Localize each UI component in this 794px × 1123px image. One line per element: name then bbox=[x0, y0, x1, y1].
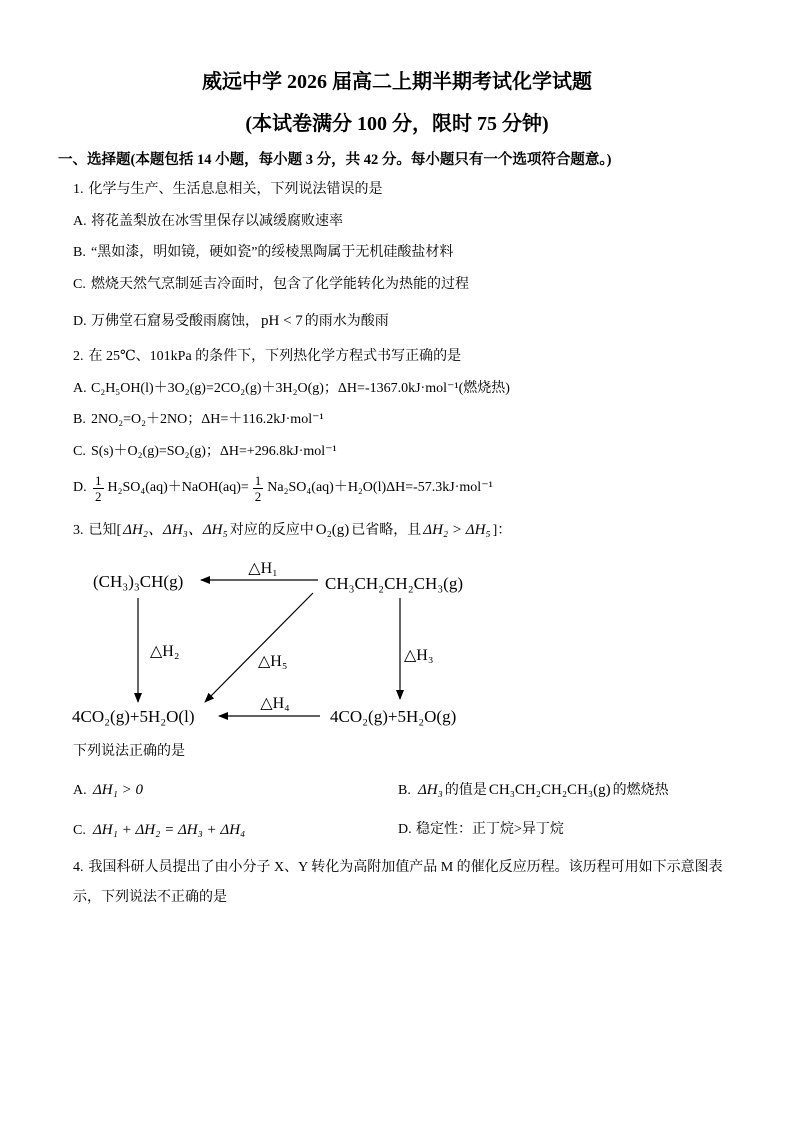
option-text: 的雨水为酸雨 bbox=[304, 314, 389, 329]
fraction-numerator: 1 bbox=[254, 472, 262, 488]
stem-formula: O₂(g) bbox=[315, 522, 350, 538]
question-3-option-c bbox=[73, 820, 247, 841]
enthalpy-cycle-diagram bbox=[60, 552, 490, 737]
stem-text: 已省略，且 bbox=[351, 523, 422, 538]
option-label: D. bbox=[73, 480, 87, 495]
thermochemical-equation: S(s)＋O₂(g)=SO₂(g)；ΔH=+296.8kJ·mol⁻¹ bbox=[91, 444, 337, 459]
question-4-stem-line-2: 示，下列说法不正确的是 bbox=[73, 890, 227, 905]
ph-condition: pH < 7 bbox=[261, 313, 303, 329]
arrow-dh5 bbox=[205, 593, 313, 702]
fraction-one-half bbox=[253, 473, 264, 504]
stem-math: ΔH₂、ΔH₃、ΔH₅ bbox=[123, 522, 228, 538]
option-label: B. bbox=[73, 245, 86, 260]
stem-text: 已知[ bbox=[88, 523, 122, 538]
option-label: C. bbox=[73, 823, 86, 838]
species-products-gaseous-water: 4CO₂(g)+5H₂O(g) bbox=[330, 707, 457, 726]
option-label: D. bbox=[398, 822, 412, 837]
fraction-one-half bbox=[93, 473, 104, 504]
option-text: 燃烧天然气烹制延吉冷面时，包含了化学能转化为热能的过程 bbox=[91, 277, 469, 292]
question-3-option-b bbox=[398, 780, 669, 801]
option-label: A. bbox=[73, 381, 87, 396]
label-dh3: △H₃ bbox=[404, 647, 434, 664]
question-2-option-a bbox=[73, 379, 510, 399]
question-number: 1. bbox=[73, 182, 84, 197]
question-number: 2. bbox=[73, 349, 84, 364]
stem-math: ΔH₂ > ΔH₅ bbox=[423, 522, 491, 538]
question-3-stem bbox=[73, 520, 511, 541]
document-subtitle: (本试卷满分 100 分，限时 75 分钟) bbox=[245, 113, 549, 135]
stem-text: 对应的反应中 bbox=[229, 523, 314, 538]
species-products-liquid-water: 4CO₂(g)+5H₂O(l) bbox=[72, 707, 195, 726]
question-2-option-b bbox=[73, 410, 324, 430]
option-label: D. bbox=[73, 314, 87, 329]
thermochemical-equation: 2NO₂=O₂＋2NO；ΔH=＋116.2kJ·mol⁻¹ bbox=[91, 412, 324, 427]
question-3-prompt: 下列说法正确的是 bbox=[73, 744, 185, 759]
question-1-stem bbox=[73, 180, 383, 200]
label-dh5: △H₅ bbox=[258, 653, 288, 670]
species-n-butane: CH₃CH₂CH₂CH₃(g) bbox=[325, 574, 463, 593]
option-text: 将花盖梨放在冰雪里保存以减缓腐败速率 bbox=[91, 214, 343, 229]
option-math: ΔH₃ bbox=[418, 782, 443, 798]
fraction-denominator: 2 bbox=[254, 488, 262, 504]
question-2-option-d bbox=[73, 470, 493, 506]
question-2-option-c bbox=[73, 442, 337, 462]
question-text: 我国科研人员提出了由小分子 X、Y 转化为高附加值产品 M 的催化反应历程。该历程可用如下示意图表 bbox=[88, 860, 723, 875]
species-isobutane: (CH₃)₃CH(g) bbox=[93, 572, 184, 591]
option-text: 的值是 bbox=[444, 783, 487, 798]
option-text: “黑如漆，明如镜，硬如瓷”的绥棱黑陶属于无机硅酸盐材料 bbox=[91, 245, 454, 260]
option-text: 万佛堂石窟易受酸雨腐蚀， bbox=[91, 314, 259, 329]
option-label: A. bbox=[73, 783, 87, 798]
thermochemical-equation: C₂H₅OH(l)＋3O₂(g)=2CO₂(g)＋3H₂O(g)；ΔH=-1367.0kJ·mol⁻¹(燃烧热) bbox=[91, 381, 510, 396]
fraction-numerator: 1 bbox=[95, 472, 102, 488]
label-dh2: △H₂ bbox=[150, 643, 180, 660]
document-title: 威远中学 2026 届高二上期半期考试化学试题 bbox=[202, 71, 592, 93]
question-2-stem bbox=[73, 347, 461, 367]
option-label: A. bbox=[73, 214, 87, 229]
section-heading: 一、选择题(本题包括 14 小题，每小题 3 分，共 42 分。每小题只有一个选项符合题意。) bbox=[58, 152, 612, 168]
equation-part: H₂SO₄(aq)＋NaOH(aq)= bbox=[107, 480, 249, 495]
stem-text: ]： bbox=[492, 523, 512, 538]
question-number: 3. bbox=[73, 523, 84, 538]
option-math: ΔH₁ + ΔH₂ = ΔH₃ + ΔH₄ bbox=[93, 822, 246, 838]
question-1-option-c bbox=[73, 275, 469, 295]
option-label: B. bbox=[398, 783, 411, 798]
question-3-option-d bbox=[398, 820, 564, 840]
question-3-option-a bbox=[73, 780, 145, 801]
option-label: C. bbox=[73, 277, 86, 292]
option-math: ΔH₁ > 0 bbox=[93, 782, 143, 798]
label-dh1: △H₁ bbox=[248, 560, 278, 577]
question-1-option-b bbox=[73, 243, 453, 263]
option-label: B. bbox=[73, 412, 86, 427]
option-text: 稳定性：正丁烷>异丁烷 bbox=[416, 822, 564, 837]
question-number: 4. bbox=[73, 860, 84, 875]
question-1-option-a bbox=[73, 212, 343, 232]
equation-part: Na₂SO₄(aq)＋H₂O(l)ΔH=-57.3kJ·mol⁻¹ bbox=[267, 480, 493, 495]
fraction-denominator: 2 bbox=[95, 488, 102, 504]
question-4-stem-line-1 bbox=[73, 858, 723, 878]
label-dh4: △H₄ bbox=[260, 695, 290, 712]
option-text: 的燃烧热 bbox=[612, 783, 669, 798]
question-text: 在 25℃、101kPa 的条件下，下列热化学方程式书写正确的是 bbox=[88, 349, 462, 364]
question-text: 化学与生产、生活息息相关，下列说法错误的是 bbox=[88, 182, 383, 197]
question-1-option-d bbox=[73, 311, 389, 332]
option-label: C. bbox=[73, 444, 86, 459]
option-formula: CH₃CH₂CH₂CH₃(g) bbox=[488, 782, 611, 798]
